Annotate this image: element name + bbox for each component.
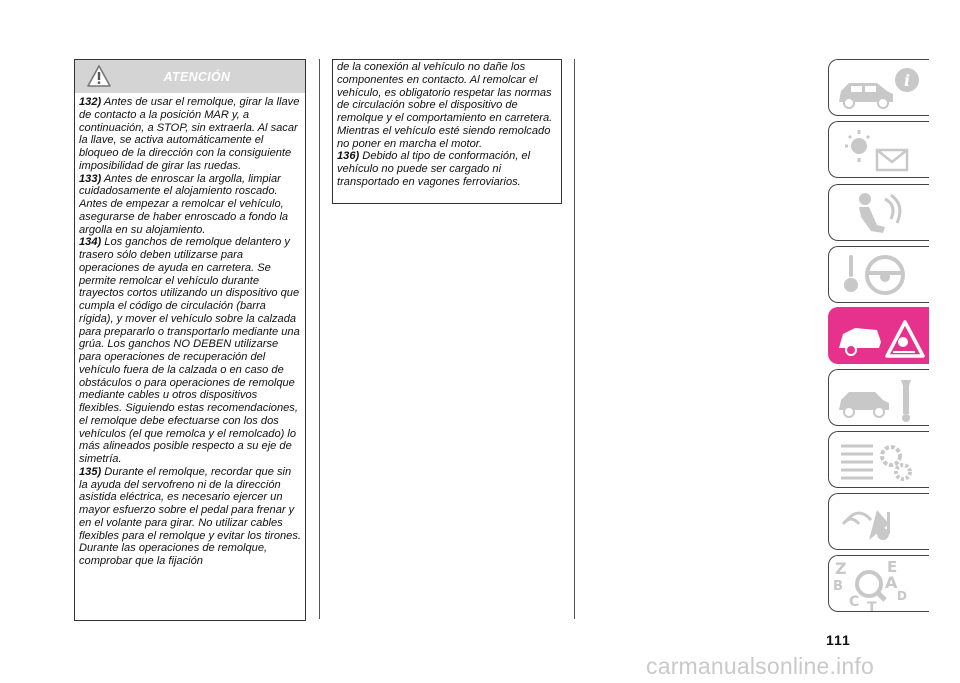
warning-item-134	[79, 236, 301, 466]
index-letter: T	[867, 600, 877, 613]
warning-item-132	[79, 96, 301, 173]
index-letter: Z	[835, 559, 847, 578]
warning-item-136	[337, 150, 557, 188]
lights-message-icon	[829, 122, 929, 178]
index-letter: D	[897, 589, 907, 603]
svg-text:i: i	[903, 71, 911, 90]
car-warning-triangle-icon	[829, 308, 929, 364]
index-letter: B	[833, 579, 843, 594]
warning-item-133	[79, 173, 301, 237]
item-text: Los ganchos de remolque delantero y trasero sólo deben utilizarse para operaciones de ayuda en carretera. Se permite remolcar el vehículo durante trayectos cortos utilizando un dispositivo que cumpla el código de circulación (barra rígida), y mover el vehículo sobre la calzada para prepararlo o transportarlo mediante una grúa. Los ganchos NO DEBEN utilizarse para operaciones de recuperación del vehículo fuera de la calzada o en caso de obstáculos o para operaciones de remolque mediante cables u otros dispositivos flexibles. Siguiendo estas recomendaciones, el remolque debe efectuarse con los dos vehículos (el que remolca y el remolcado) lo más alineados posible respecto a su eje de simetría.	[79, 236, 300, 465]
tab-safety[interactable]	[828, 184, 929, 241]
tab-technical-specs[interactable]	[828, 431, 929, 488]
item-number: 136)	[337, 150, 360, 163]
tab-emergency[interactable]	[828, 307, 929, 364]
item-text: Debido al tipo de conformación, el vehículo no puede ser cargado ni transportado en vagones ferroviarios.	[337, 150, 531, 188]
tab-lights-messages[interactable]	[828, 121, 929, 178]
warning-item-135	[79, 466, 301, 568]
item-number: 132)	[79, 96, 102, 108]
key-steering-wheel-icon	[829, 247, 929, 303]
page-number: 111	[826, 632, 851, 648]
index-letter: C	[849, 594, 860, 610]
warning-body	[75, 93, 305, 568]
item-text: Antes de usar el remolque, girar la llave de contacto a la posición MAR y, a continuación, a STOP, sin extraerla. Al sacar la llave, se activa automáticamente el bloqueo de la dirección con la consiguiente imposibilidad de girar las ruedas.	[79, 96, 300, 172]
warning-banner	[75, 60, 305, 93]
item-number: 133)	[79, 172, 102, 185]
item-text: Antes de enroscar la argolla, limpiar cuidadosamente el alojamiento roscado. Antes de empezar a remolcar el vehículo, asegurarse de haber enroscado a fondo la argolla en su alojamiento.	[79, 172, 289, 236]
warning-title: ATENCIÓN	[163, 69, 231, 84]
continuation-lead: de la conexión al vehículo no dañe los componentes en contacto. Al remolcar el vehículo, es obligatorio respetar las normas de circulación sobre el dispositivo de remolque y el comportamiento en carretera. Mientras el vehículo esté siendo remolcado no poner en marcha el motor.	[337, 61, 553, 150]
tab-starting-driving[interactable]	[828, 246, 929, 303]
index-letter: A	[885, 573, 898, 592]
alphabetical-index-icon	[829, 556, 929, 612]
tab-maintenance[interactable]	[828, 369, 929, 426]
car-info-icon	[829, 60, 929, 116]
continuation-box	[332, 59, 562, 204]
seat-airbag-icon	[829, 185, 929, 241]
warning-box	[74, 59, 306, 621]
tab-alphabetical-index[interactable]	[828, 555, 929, 612]
item-text: Durante el remolque, recordar que sin la ayuda del servofreno ni de la dirección asistida eléctrica, es necesario ejercer un mayor esfuerzo sobre el pedal para frenar y en el volante para girar. No utilizar cables flexibles para el remolque y evitar los tirones. Durante las operaciones de remolque, comprobar que la fijación	[79, 465, 301, 567]
column-divider	[574, 59, 575, 619]
column-divider	[319, 59, 320, 619]
item-number: 134)	[79, 236, 102, 249]
item-number: 135)	[79, 465, 102, 478]
warning-triangle-icon	[86, 64, 112, 88]
index-letter: E	[887, 558, 898, 576]
tab-car-info[interactable]	[828, 59, 929, 116]
continuation-body	[333, 60, 561, 189]
car-wrench-icon	[829, 370, 929, 426]
tab-multimedia[interactable]	[828, 493, 929, 550]
watermark[interactable]: carmanualsonline.info	[646, 653, 874, 679]
multimedia-icon	[829, 494, 929, 550]
specs-gears-icon	[829, 432, 929, 488]
